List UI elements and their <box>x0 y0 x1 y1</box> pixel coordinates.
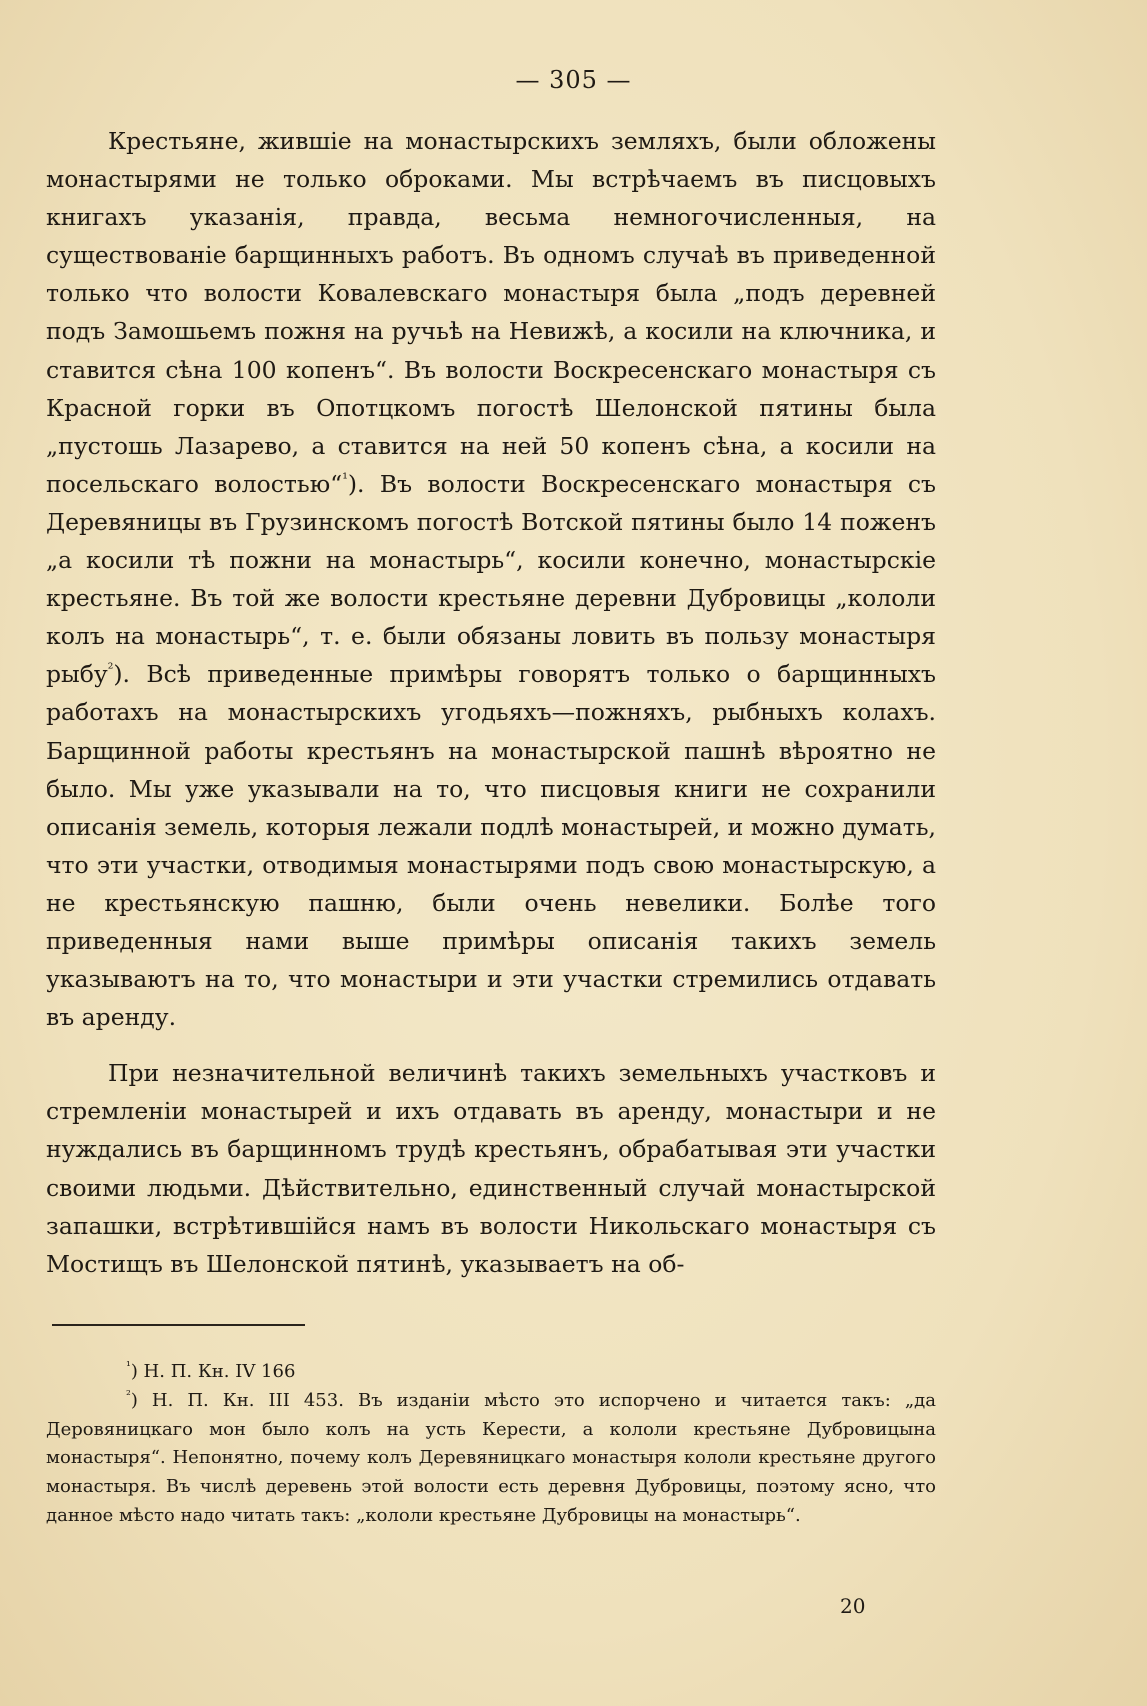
footnote-2 <box>46 1387 936 1531</box>
paragraph-2: При незначительной величинѣ такихъ земельныхъ участковъ и стремленіи монастырей и ихъ отдавать въ аренду, монастыри и не нуждались въ барщинномъ трудѣ крестьянъ, обрабатывая эти участки своими людьми. Дѣйствительно, единственный случай монастырской запашки, встрѣтившійся намъ въ волости Никольскаго монастыря съ Мостищъ въ Шелонской пятинѣ, указываетъ на об- <box>46 1059 936 1278</box>
footnote-1-mark: ¹ <box>126 1359 131 1373</box>
footnote-ref-1: ¹ <box>342 471 348 488</box>
footnote-1 <box>46 1358 936 1387</box>
footnote-divider <box>52 1324 305 1326</box>
footnote-2-mark: ² <box>126 1387 131 1402</box>
footnotes <box>46 1358 936 1531</box>
footnote-1-text: ) Н. П. Кн. IV 166 <box>130 1361 296 1382</box>
paragraph-1-part-3: ). Всѣ приведенные примѣры говорятъ только о барщинныхъ работахъ на монастырскихъ угодьяхъ—пожняхъ, рыбныхъ колахъ. Барщинной работы крестьянъ на монастырской пашнѣ вѣроятно не было. Мы уже указывали на то, что писцовыя книги не сохранили описанія земель, которыя лежали подлѣ монастырей, и можно думать, что эти участки, отводимыя монастырями подъ свою монастырскую, а не крестьянскую пашню, были очень невелики. Болѣе того приведенныя нами выше примѣры описанія такихъ земель указываютъ на то, что монастыри и эти участки стремились отдавать въ аренду. <box>46 660 936 1032</box>
paragraph-1-part-1: Крестьяне, жившіе на монастырскихъ земляхъ, были обложены монастырями не только оброками. Мы встрѣчаемъ въ писцовыхъ книгахъ указанія, правда, весьма немногочисленныя, на существованіе барщинныхъ работъ. Въ одномъ случаѣ въ приведенной только что волости Ковалевскаго монастыря была „подъ деревней подъ Замошьемъ пожня на ручьѣ на Невижѣ, а косили на ключника, и ставится сѣна 100 копенъ“. Въ волости Воскресенскаго монастыря съ Красной горки въ Опотцкомъ погостѣ Шелонской пятины была „пустошь Лазарево, а ставится на ней 50 копенъ сѣна, а косили на посельскаго волостью“ <box>46 127 936 498</box>
footnote-ref-2: ² <box>107 661 114 678</box>
paragraph-1-part-2: ). Въ волости Воскресенскаго монастыря съ Деревяницы въ Грузинскомъ погостѣ Вотской пятины было 14 поженъ „а косили тѣ пожни на монастырь“, косили конечно, монастырскіе крестьяне. Въ той же волости крестьяне деревни Дубровицы „кололи колъ на монастырь“, т. е. были обязаны ловить въ пользу монастыря рыбу <box>46 469 936 689</box>
main-text <box>46 122 936 1283</box>
signature-mark: 20 <box>840 1594 866 1618</box>
footnote-2-text: ) Н. П. Кн. III 453. Въ изданіи мѣсто это испорчено и читается такъ: „да Деровяницкаго мон было колъ на усть Кeрести, а кололи крестьяне Дубровицына монастыря“. Непонятно, почему колъ Деревяницкаго монастыря кололи крестьяне другого монастыря. Въ числѣ деревень этой волости есть деревня Дубровицы, поэтому ясно, что данное мѣсто надо читать такъ: „кололи крестьяне Дубровицы на монастырь“. <box>46 1389 936 1526</box>
paragraph-1 <box>46 122 936 1036</box>
page-number: — 305 — <box>515 66 632 94</box>
